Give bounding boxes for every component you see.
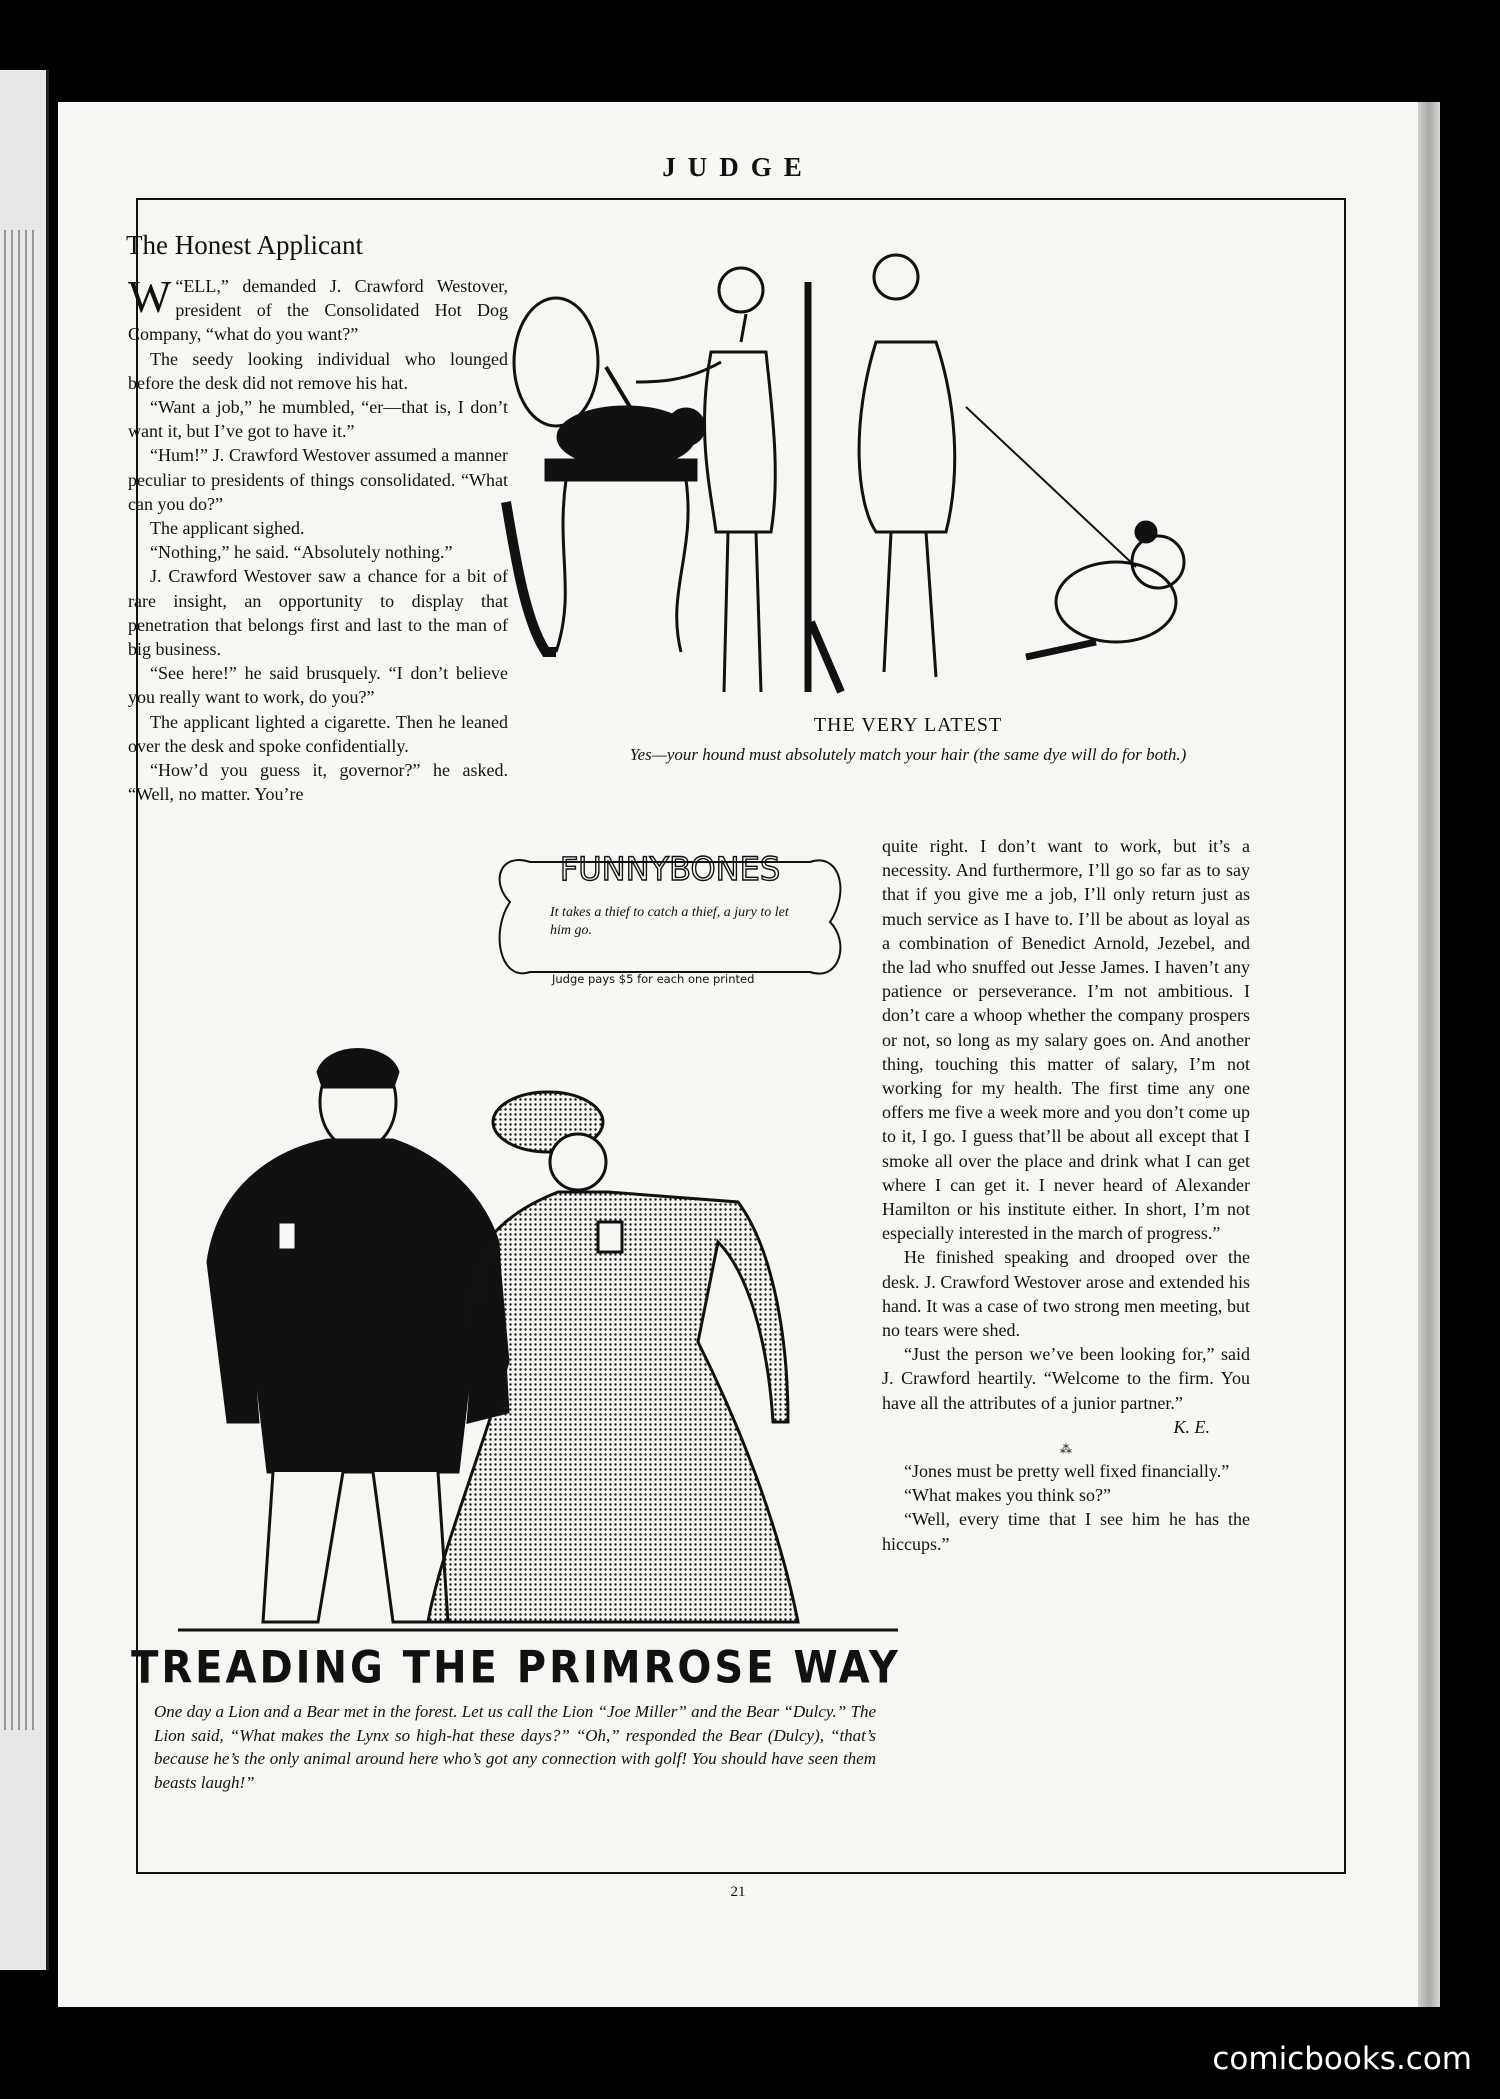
cartoon-top-caption <box>498 714 1318 766</box>
story-paragraph: J. Crawford Westover saw a chance for a bit of rare insight, an opportunity to display that penetration that belongs first and last to the man of big business. <box>128 566 508 660</box>
story-right-column <box>882 834 1250 1556</box>
white-dog-head <box>1132 536 1184 588</box>
funnybones-heading-art <box>490 842 848 902</box>
story-paragraph: The applicant lighted a cigarette. Then he leaned over the desk and spoke confidentially. <box>128 711 508 756</box>
woman-one-legs <box>724 532 761 692</box>
table-legs <box>556 480 688 652</box>
section-separator: ⁂ <box>1060 1442 1072 1457</box>
funnybones-joke: It takes a thief to catch a thief, a jury to let him go. <box>550 905 789 938</box>
woman-glass <box>598 1222 622 1252</box>
woman-head <box>550 1134 606 1190</box>
woman-two-coat <box>859 342 955 532</box>
cartoon-bottom-title: TREADING THE PRIMROSE WAY <box>131 1642 901 1694</box>
dog-bow <box>1136 522 1156 542</box>
story-title: The Honest Applicant <box>126 230 363 260</box>
watermark: comicbooks.com <box>1212 2041 1472 2077</box>
joke-paragraph: “Well, every time that I see him he has the hiccups.” <box>882 1509 1250 1554</box>
story-continuation: quite right. I don’t want to work, but it’s a necessity. And furthermore, I’ll go so far as to say that if you give me a job, I’ll only return just as much service as I have to. I’ll be about as loyal as a combination of Benedict Arnold, Jezebel, and the lad who snuffed out Jesse James. I haven’t any patience or perseverance. I’m not ambitious. I don’t care a whoop whether the company prospers or not, so long as my salary goes on. And another thing, touching this matter of salary, I’m not working for my health. The first time any one offers me five a week more and you don’t come up to it, I go. I guess that’ll be about all except that I smoke all over the place and drink what I can get where I can get it. I never heard of Alexander Hamilton or his institute either. In short, I’m not especially interested in the march of progress.” <box>882 836 1250 1244</box>
chair-shadow <box>506 502 556 652</box>
adjacent-page-strip <box>0 70 49 1970</box>
woman-two-legs <box>884 532 936 677</box>
story-paragraph: “How’d you guess it, governor?” he asked. “Well, no matter. You’re <box>128 760 508 805</box>
man-glass <box>278 1222 296 1250</box>
story-opening-paragraph <box>128 271 508 347</box>
joke-paragraph: “Jones must be pretty well fixed financially.” <box>904 1461 1230 1482</box>
opening-smallcaps: ELL, <box>183 276 221 296</box>
funnybones-box <box>490 842 848 1000</box>
magazine-page <box>58 102 1418 2007</box>
leash <box>966 407 1136 567</box>
page-edge <box>1418 102 1440 2007</box>
cartoon-top-title: THE VERY LATEST <box>813 714 1003 736</box>
white-dog <box>1056 562 1176 642</box>
joke-paragraph: “What makes you think so?” <box>904 1485 1111 1506</box>
adjacent-page-illustration <box>4 230 34 1730</box>
story-paragraph: “Want a job,” he mumbled, “er—that is, I don’t want it, but I’ve got to have it.” <box>128 397 508 442</box>
funnybones-heading: FUNNYBONES <box>559 850 781 888</box>
story-paragraph: “Nothing,” he said. “Absolutely nothing.” <box>150 542 453 563</box>
opening-text: ” demanded J. Crawford Westover, president of the Consolidated Hot Dog Company, “what do you want?” <box>128 276 508 345</box>
woman-two-head <box>874 255 918 299</box>
man-trousers <box>263 1472 448 1622</box>
funnybones-footer: Judge pays $5 for each one printed <box>552 972 755 986</box>
masthead: JUDGE <box>662 152 814 182</box>
cartoon-bottom-caption: One day a Lion and a Bear met in the forest. Let us call the Lion “Joe Miller” and the Bear “Dulcy.” The Lion said, “What makes the Lynx so high-hat these days?” “Oh,” responded the Bear (Dulcy), “that’s because he’s the only animal around here who’s got any connection with golf! You should have seen them beasts laugh!” <box>154 1702 876 1792</box>
drop-cap: W <box>128 271 172 322</box>
page-number: 21 <box>730 1884 746 1900</box>
woman-one-slip <box>705 314 776 532</box>
cartoon-the-very-latest <box>496 232 1319 702</box>
cartoon-primrose-way <box>178 1042 898 1642</box>
story-left-column <box>128 271 508 806</box>
oval-mirror <box>514 298 598 426</box>
story-paragraph: The applicant sighed. <box>150 518 305 539</box>
story-paragraph: “Hum!” J. Crawford Westover assumed a manner peculiar to presidents of things consolidated. “What can you do?” <box>128 445 508 514</box>
story-paragraph: He finished speaking and drooped over the desk. J. Crawford Westover arose and extended his hand. It was a case of two strong men meeting, but no tears were shed. <box>882 1247 1250 1341</box>
story-paragraph: The seedy looking individual who lounged before the desk did not remove his hat. <box>128 348 508 393</box>
cartoon-top-text: Yes—your hound must absolutely match your hair (the same dye will do for both.) <box>629 745 1187 764</box>
story-signature: K. E. <box>1173 1416 1210 1437</box>
man-hair <box>318 1050 398 1088</box>
story-paragraph: “See here!” he said brusquely. “I don’t believe you really want to work, do you?” <box>128 663 508 708</box>
story-paragraph: “Just the person we’ve been looking for,” said J. Crawford heartily. “Welcome to the firm. You have all the attributes of a junior partner.” <box>882 1344 1250 1413</box>
opening-quote: “ <box>175 276 184 296</box>
woman-one-head <box>719 268 763 312</box>
